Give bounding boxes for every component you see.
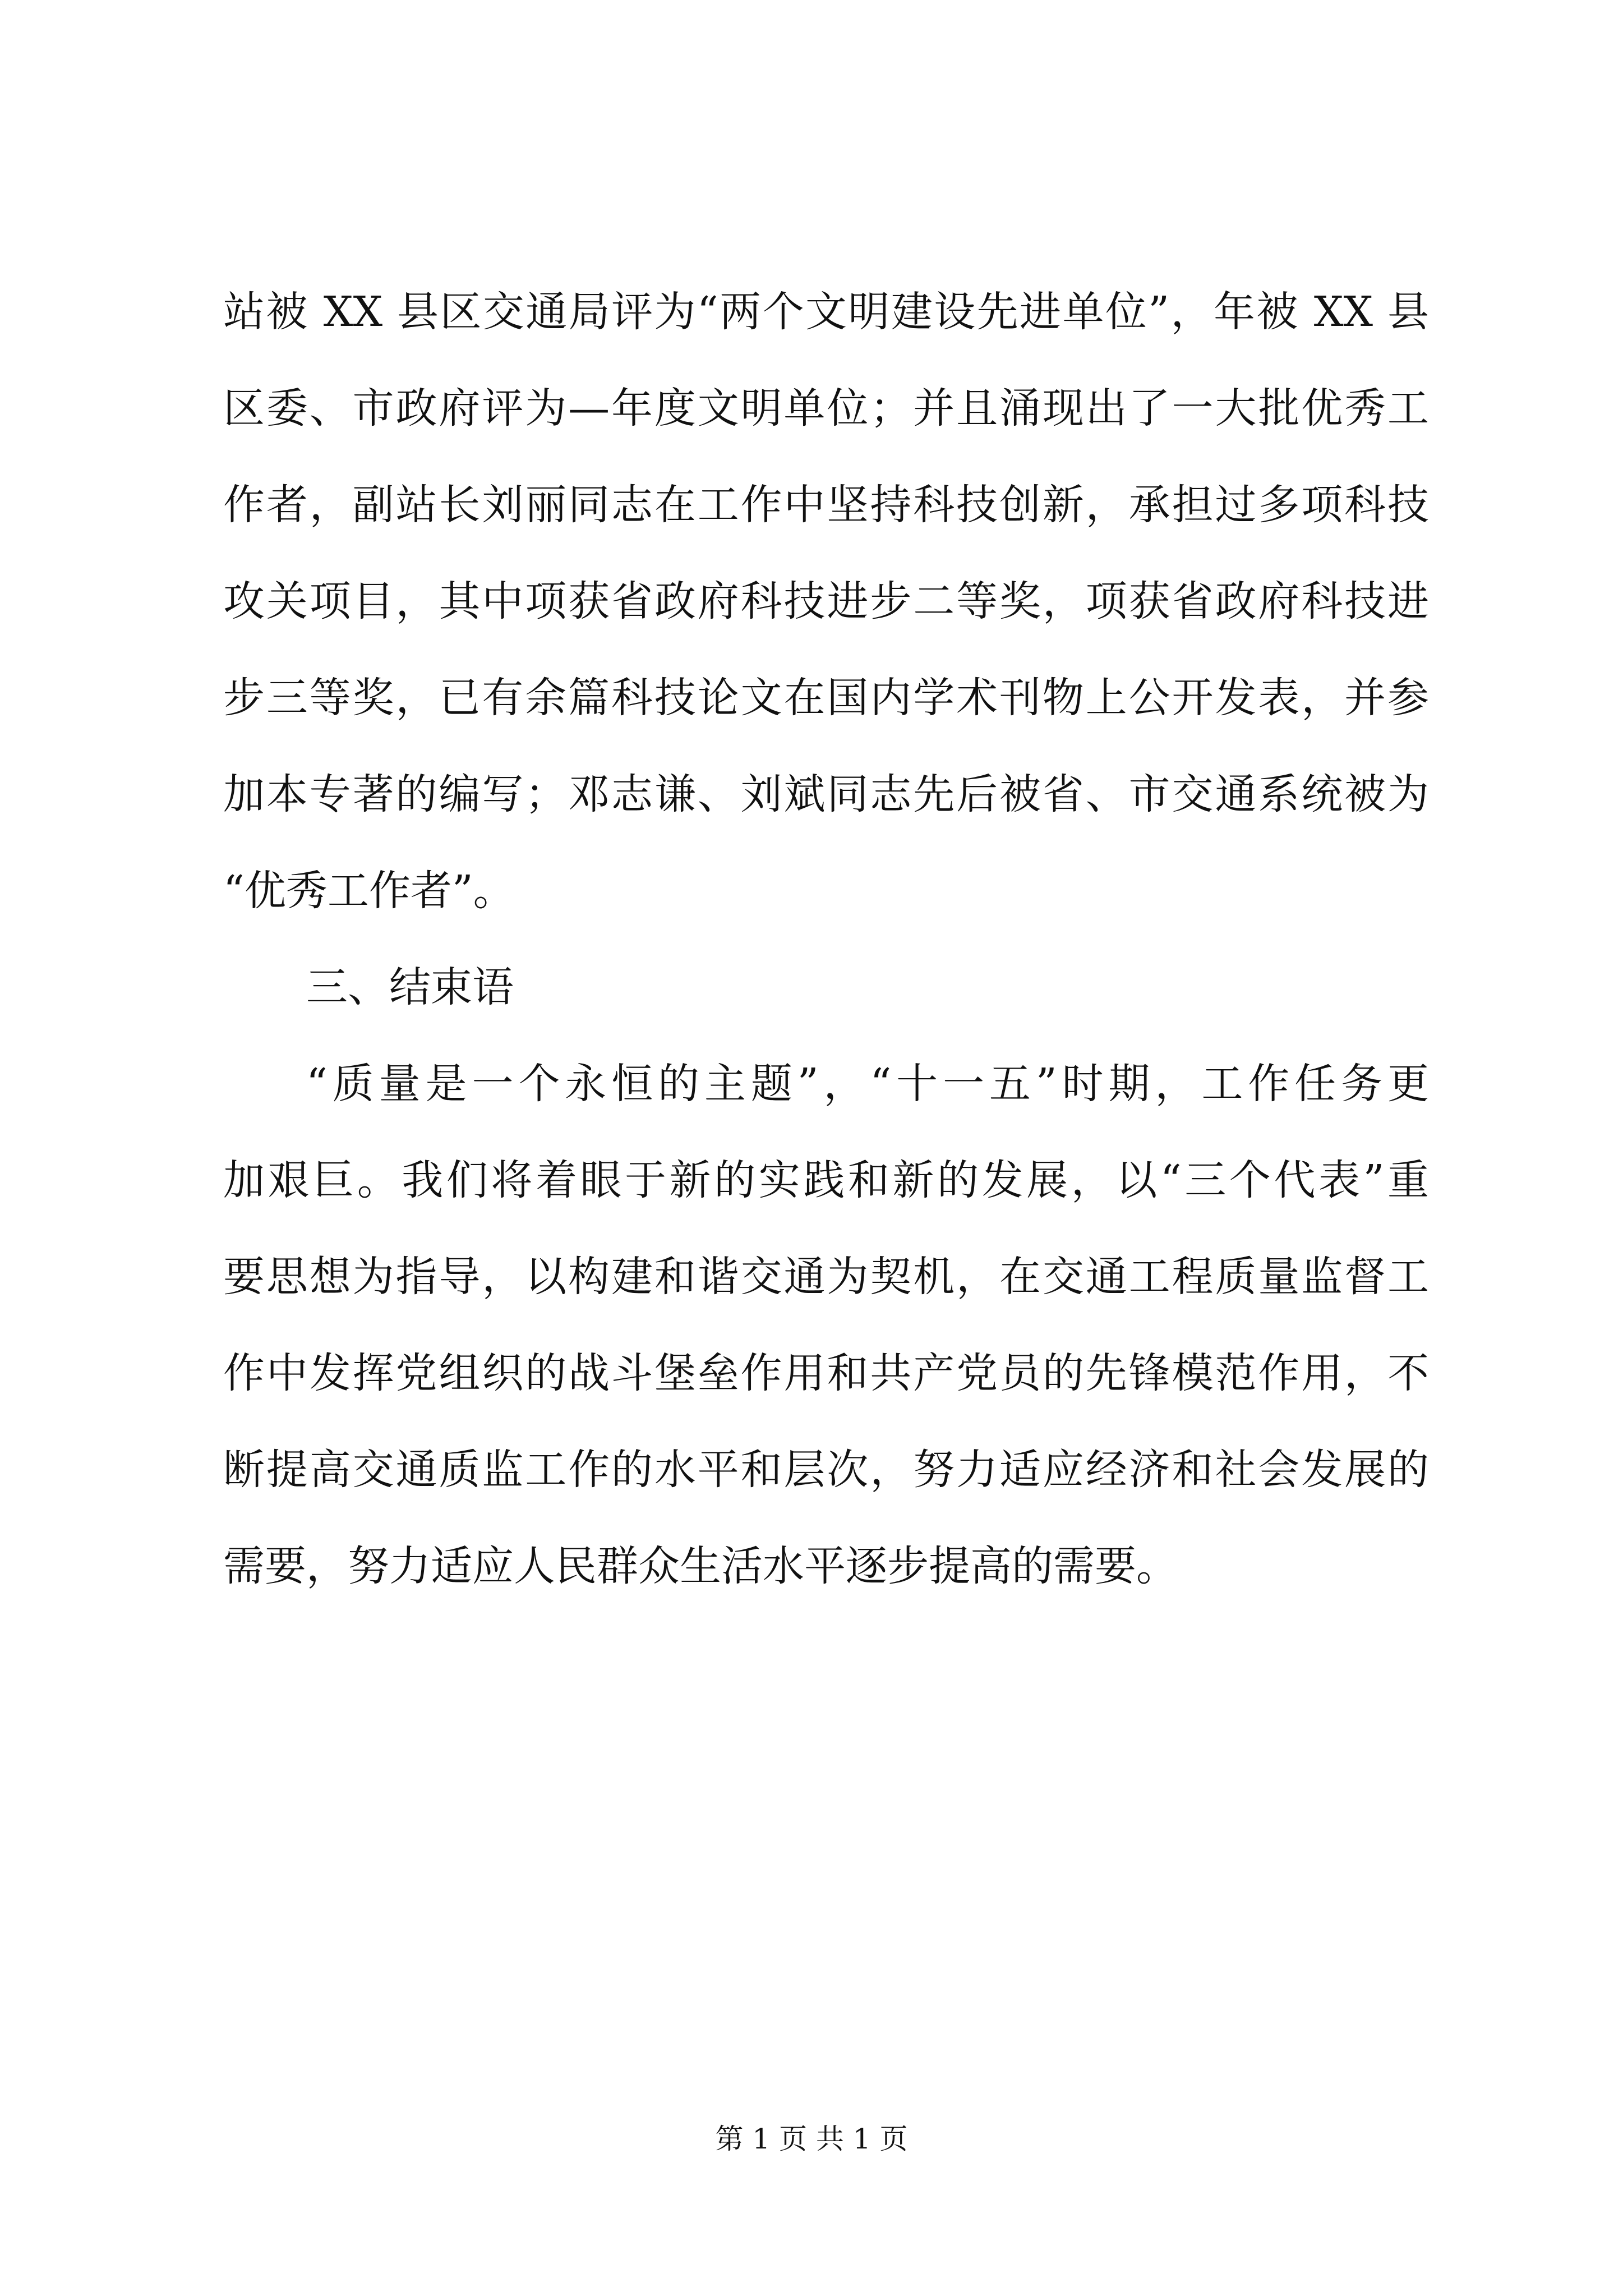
text-line: 作者，副站长刘丽同志在工作中坚持科技创新，承担过多项科技 (223, 481, 1429, 529)
page-footer: 第 1 页 共 1 页 (715, 2123, 908, 2155)
text-line: 加艰巨。我们将着眼于新的实践和新的发展，以“三个代表”重 (223, 1156, 1429, 1204)
text-line: 站被 XX 县区交通局评为“两个文明建设先进单位”，年被 XX 县 (223, 288, 1429, 336)
text-line: 攻关项目，其中项获省政府科技进步二等奖，项获省政府科技进 (223, 577, 1429, 625)
text-line: 加本专著的编写；邓志谦、刘斌同志先后被省、市交通系统被为 (223, 770, 1429, 818)
text-line: “优秀工作者”。 (223, 867, 515, 915)
text-line: 步三等奖，已有余篇科技论文在国内学术刊物上公开发表，并参 (223, 674, 1429, 722)
document-body (223, 264, 1429, 1614)
text-line: 要思想为指导，以构建和谐交通为契机，在交通工程质量监督工 (223, 1253, 1429, 1301)
paragraph-conclusion (223, 1036, 1429, 1614)
paragraph-awards (223, 264, 1429, 939)
text-line: 作中发挥党组织的战斗堡垒作用和共产党员的先锋模范作用，不 (223, 1349, 1429, 1397)
text-line: 断提高交通质监工作的水平和层次，努力适应经济和社会发展的 (223, 1446, 1429, 1494)
section-heading: 三、结束语 (306, 963, 514, 1011)
text-line: “质量是一个永恒的主题”，“十一五”时期，工作任务更 (306, 1060, 1429, 1108)
text-line: 区委、市政府评为—年度文明单位；并且涌现出了一大批优秀工 (223, 384, 1429, 432)
text-line: 需要，努力适应人民群众生活水平逐步提高的需要。 (223, 1542, 1178, 1590)
